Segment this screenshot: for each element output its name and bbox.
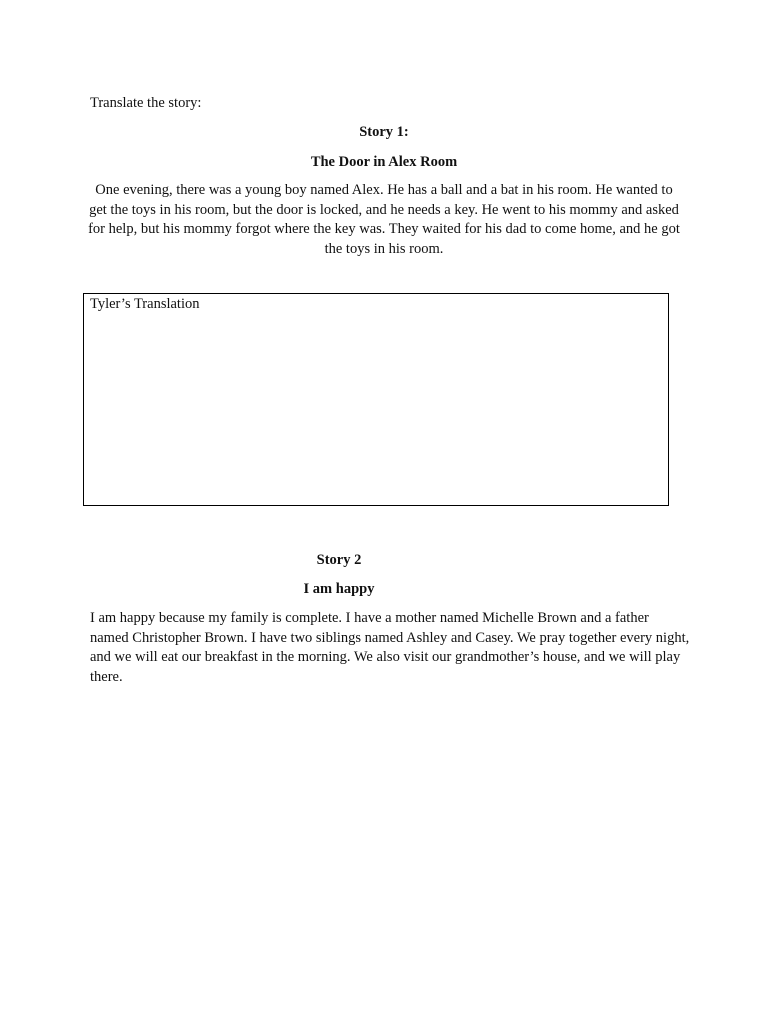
story2-title: I am happy [303, 581, 375, 597]
translation-box[interactable] [83, 293, 669, 506]
instruction-text: Translate the story: [90, 95, 202, 111]
story1-body: One evening, there was a young boy named Alex. He has a ball and a bat in his room. He wanted to get the toys in his room, but the door is locked, and he needs a key. He went to his mommy and asked for help, but his mommy forgot where the key was. They waited for his dad to come home, and he got the toys in his room. [88, 182, 680, 257]
story2-label: Story 2 [316, 552, 362, 568]
story1-title: The Door in Alex Room [310, 154, 458, 170]
translation-box-label: Tyler’s Translation [90, 296, 200, 312]
story1-label: Story 1: [359, 124, 409, 140]
story2-body: I am happy because my family is complete. I have a mother named Michelle Brown and a father named Christopher Brown. I have two siblings named Ashley and Casey. We pray together every night, and we will eat our breakfast in the morning. We also visit our grandmother’s house, and we will play there. [90, 610, 690, 685]
